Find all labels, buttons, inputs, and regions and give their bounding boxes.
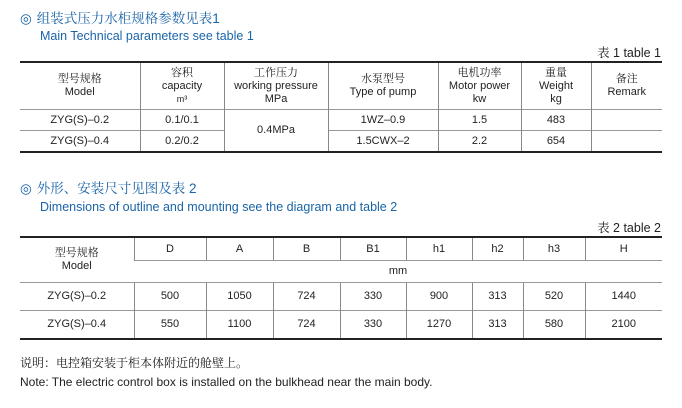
cell-pump: 1.5CWX–2 [328, 131, 438, 153]
header-capacity: 容积 capacity m³ [140, 62, 224, 110]
cell-power: 1.5 [438, 110, 521, 131]
cell-a: 1100 [206, 311, 273, 340]
section1-title [20, 7, 220, 27]
cell-h1: 1270 [406, 311, 472, 340]
section2-title-en: Dimensions of outline and mounting see the diagram and table 2 [40, 200, 398, 214]
cell-model: ZYG(S)–0.4 [20, 131, 140, 153]
table1-header-row [20, 62, 662, 110]
cell-power: 2.2 [438, 131, 521, 153]
header-d: D [134, 237, 206, 261]
header-pump-type: 水泵型号 Type of pump [328, 62, 438, 110]
note-en: Note: The electric control box is installed on the bulkhead near the main body. [20, 375, 433, 389]
header-h: H [585, 237, 662, 261]
cell-working-pressure: 0.4MPa [224, 110, 328, 153]
cell-h: 2100 [585, 311, 662, 340]
header-working-pressure: 工作压力 working pressure MPa [224, 62, 328, 110]
section2-title-cn: 外形、安装尺寸见图及表 2 [36, 181, 197, 196]
header-model: 型号规格 Model [54, 247, 99, 272]
header-model: 型号规格 Model [57, 73, 102, 98]
header-remark: 备注 Remark [591, 62, 662, 110]
section2-title [20, 177, 197, 197]
circle-bullet-icon: ◎ [20, 11, 32, 26]
cell-weight: 654 [521, 131, 591, 153]
cell-h1: 900 [406, 283, 472, 311]
cell-h3: 580 [523, 311, 585, 340]
header-motor-power: 电机功率 Motor power kw [438, 62, 521, 110]
header-weight: 重量 Weight kg [521, 62, 591, 110]
header-h2: h2 [472, 237, 523, 261]
cell-pump: 1WZ–0.9 [328, 110, 438, 131]
cell-d: 550 [134, 311, 206, 340]
cell-b: 724 [273, 283, 340, 311]
cell-capacity: 0.1/0.1 [140, 110, 224, 131]
header-a: A [206, 237, 273, 261]
cell-a: 1050 [206, 283, 273, 311]
cell-capacity: 0.2/0.2 [140, 131, 224, 153]
table1-label: 表 1 table 1 [597, 46, 661, 60]
unit-mm: mm [134, 261, 662, 283]
cell-b1: 330 [340, 311, 406, 340]
table-row [20, 131, 662, 153]
cell-model: ZYG(S)–0.2 [20, 110, 140, 131]
cell-h2: 313 [472, 311, 523, 340]
header-h1: h1 [406, 237, 472, 261]
cell-b1: 330 [340, 283, 406, 311]
dimensions-table [20, 236, 662, 340]
header-b: B [273, 237, 340, 261]
header-h3: h3 [523, 237, 585, 261]
cell-remark [591, 131, 662, 153]
cell-model: ZYG(S)–0.4 [20, 311, 134, 340]
note-cn: 说明：电控箱安装于柜本体附近的舱壁上。 [20, 356, 249, 370]
table2-header-row [20, 237, 662, 261]
section1-title-cn: 组装式压力水柜规格参数见表1 [36, 11, 220, 26]
cell-remark [591, 110, 662, 131]
circle-bullet-icon: ◎ [20, 181, 32, 196]
table-row [20, 283, 662, 311]
technical-parameters-table [20, 61, 662, 153]
cell-h: 1440 [585, 283, 662, 311]
table-row [20, 110, 662, 131]
cell-h2: 313 [472, 283, 523, 311]
section1-title-en: Main Technical parameters see table 1 [40, 29, 254, 43]
cell-h3: 520 [523, 283, 585, 311]
cell-b: 724 [273, 311, 340, 340]
table2-label: 表 2 table 2 [597, 221, 661, 235]
cell-d: 500 [134, 283, 206, 311]
cell-model: ZYG(S)–0.2 [20, 283, 134, 311]
table-row [20, 311, 662, 340]
cell-weight: 483 [521, 110, 591, 131]
header-b1: B1 [340, 237, 406, 261]
